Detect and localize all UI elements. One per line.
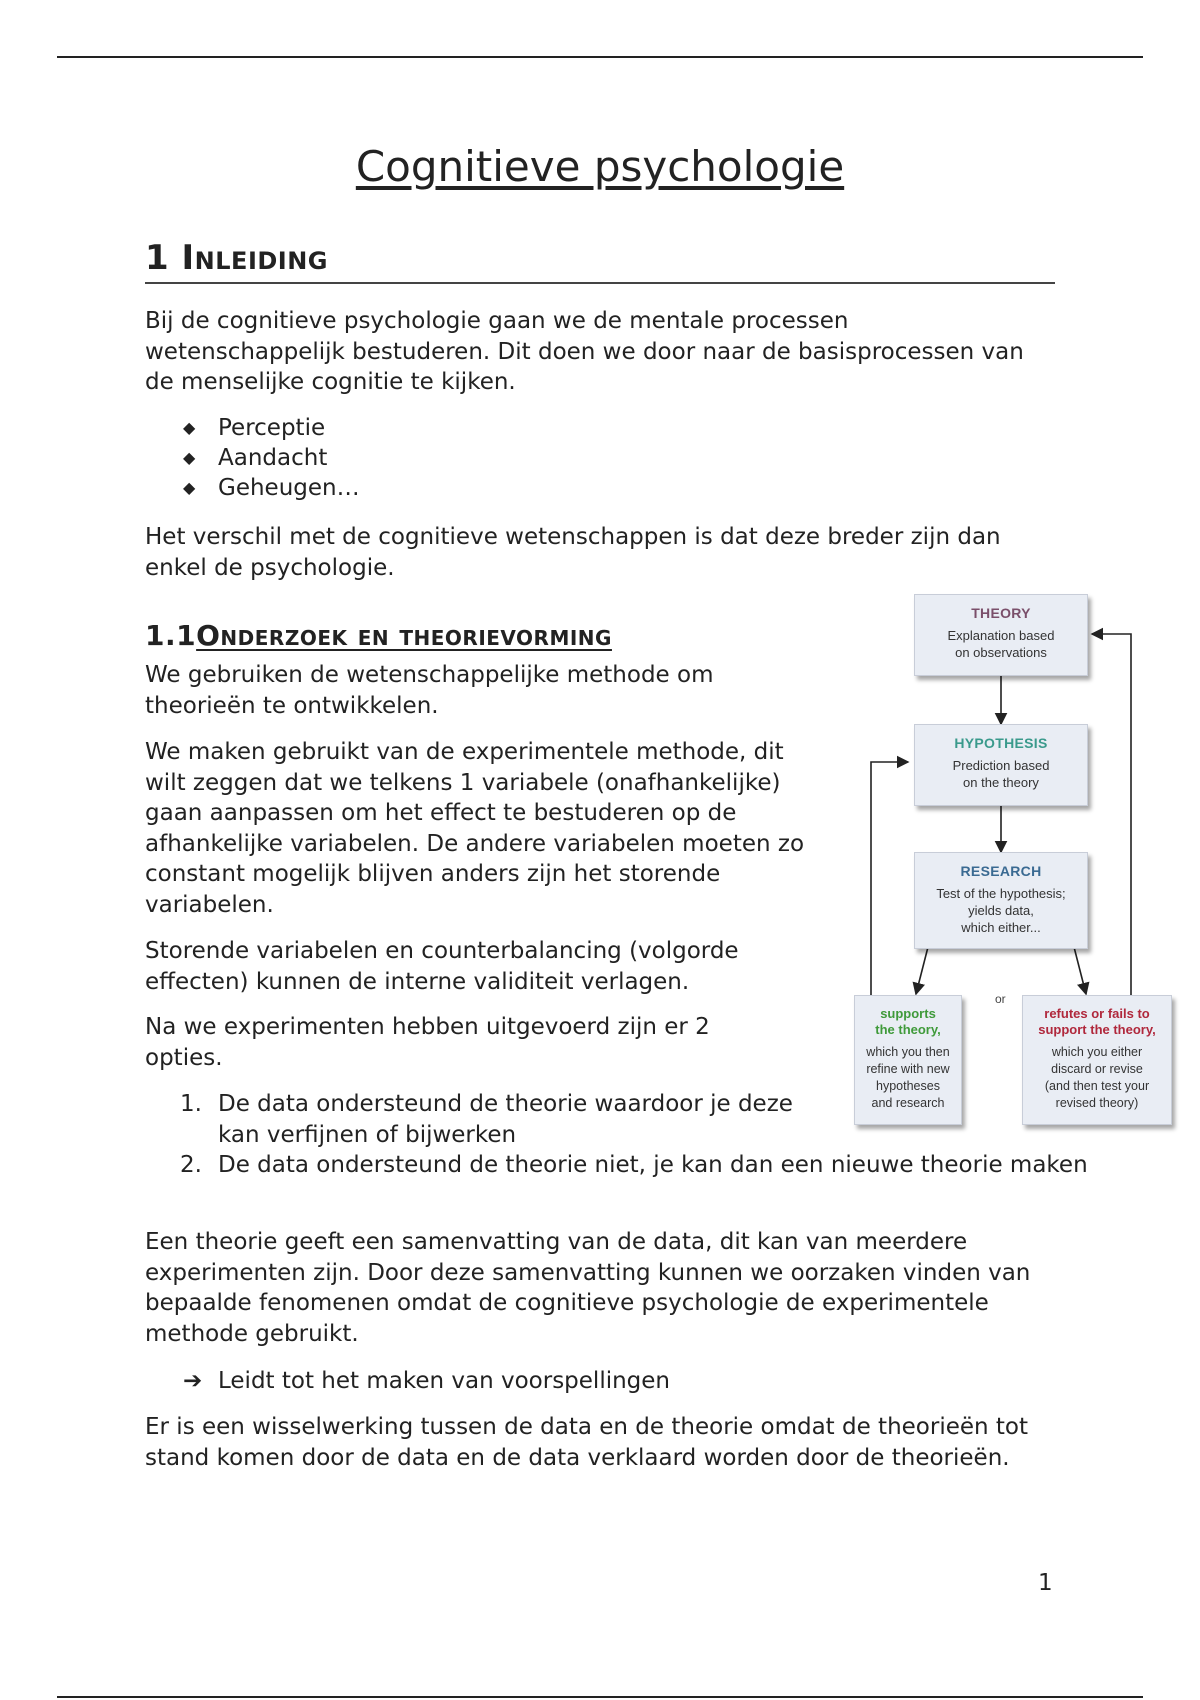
research-title: RESEARCH xyxy=(960,863,1042,879)
section-1-title: Inleiding xyxy=(181,238,329,278)
theory-title: THEORY xyxy=(971,605,1031,621)
section-1-number: 1 xyxy=(145,238,170,278)
research-box xyxy=(914,852,1088,949)
method-paragraph: We gebruiken de wetenschappelijke methode om theorieën te ontwikkelen. xyxy=(145,662,714,719)
arrow-research-to-refutes xyxy=(1074,947,1086,994)
top-rule xyxy=(57,56,1143,58)
list-number: 2. xyxy=(180,1152,202,1178)
arrow-note-text: Leidt tot het maken van voorspellingen xyxy=(218,1368,671,1394)
summary-paragraph: Een theorie geeft een samenvatting van de data, dit kan van meerdere experimenten zijn. Door deze samenvatting kunnen we oorzaken vinden van bepaalde fenomenen omdat de cognitieve psychologie de experimentele methode gebruikt. xyxy=(145,1229,1031,1347)
diamond-bullet-icon: ◆ xyxy=(183,418,196,437)
arrow-research-to-supports xyxy=(916,947,928,994)
section-1-1-title: Onderzoek en theorievorming xyxy=(196,619,612,652)
arrow-refutes-to-theory xyxy=(1092,634,1131,995)
interaction-paragraph: Er is een wisselwerking tussen de data en de theorie omdat de theorieën tot stand komen door de data en de data verklaard worden door de theorieën. xyxy=(145,1414,1029,1471)
refutes-title: refutes or fails to support the theory, xyxy=(1038,1006,1156,1037)
confound-paragraph: Storende variabelen en counterbalancing (volgorde effecten) kunnen de interne validiteit verlagen. xyxy=(145,938,739,995)
section-1-1-number: 1.1 xyxy=(145,619,197,652)
research-description: Test of the hypothesis; yields data, which either... xyxy=(936,886,1066,935)
list-item: 1. De data ondersteund de theorie waardoor je deze kan verfijnen of bijwerken xyxy=(180,1091,793,1148)
difference-paragraph: Het verschil met de cognitieve wetenschappen is dat deze breder zijn dan enkel de psychologie. xyxy=(145,524,1001,581)
supports-title: supports the theory, xyxy=(875,1006,941,1037)
refutes-box xyxy=(1022,995,1172,1125)
theory-box xyxy=(914,594,1088,676)
experimental-paragraph: We maken gebruikt van de experimentele methode, dit wilt zeggen dat we telkens 1 variabele (onafhankelijke) gaan aanpassen om het effect te bestuderen op de afhankelijke variabelen. De andere variabelen moeten zo constant mogelijk blijven anders zijn het storende variabelen. xyxy=(145,739,805,918)
refutes-description: which you either discard or revise (and then test your revised theory) xyxy=(1044,1045,1150,1110)
diamond-bullet-icon: ◆ xyxy=(183,478,196,497)
section-1-heading xyxy=(145,238,1055,284)
page-number: 1 xyxy=(1038,1570,1053,1596)
list-item: 2. De data ondersteund de theorie niet, je kan dan een nieuwe theorie maken xyxy=(175,1150,1088,1181)
list-item: ◆ Perceptie xyxy=(183,415,326,441)
hypothesis-title: HYPOTHESIS xyxy=(954,735,1048,751)
theory-description: Explanation based on observations xyxy=(947,628,1055,660)
supports-box xyxy=(854,995,962,1125)
arrow-note xyxy=(183,1366,670,1396)
options-paragraph: Na we experimenten hebben uitgevoerd zijn er 2 opties. xyxy=(145,1014,710,1071)
diamond-bullet-icon: ◆ xyxy=(183,448,196,467)
supports-description: which you then refine with new hypotheses and research xyxy=(866,1045,950,1110)
list-item: ◆ Geheugen… xyxy=(183,475,360,501)
section-1-1-heading xyxy=(145,619,612,652)
list-number: 1. xyxy=(180,1091,202,1117)
intro-paragraph: Bij de cognitieve psychologie gaan we de mentale processen wetenschappelijk bestuderen. Dit doen we door naar de basisprocessen van de menselijke cognitie te kijken. xyxy=(145,308,1024,395)
hypothesis-description: Prediction based on the theory xyxy=(952,758,1050,790)
scientific-method-diagram xyxy=(846,582,1176,1137)
hypothesis-box xyxy=(914,724,1088,806)
document-title: Cognitieve psychologie xyxy=(355,142,845,191)
bottom-rule xyxy=(57,1696,1143,1698)
right-arrow-icon: ➔ xyxy=(183,1368,203,1394)
bullet-list xyxy=(175,413,360,503)
list-item: ◆ Aandacht xyxy=(183,445,328,471)
arrow-supports-to-hypothesis xyxy=(871,762,908,995)
or-label: or xyxy=(995,992,1006,1006)
